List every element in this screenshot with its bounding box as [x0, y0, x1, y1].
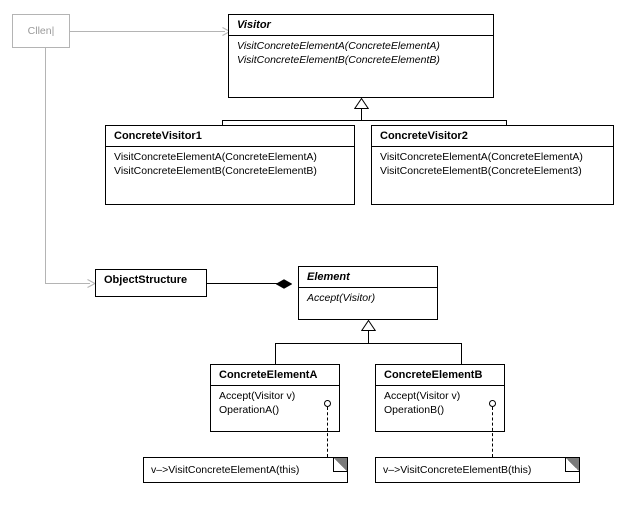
- class-concrete-visitor-2-operations: [372, 147, 613, 182]
- edge-client-objectstructure-horizontal: [45, 283, 90, 284]
- edge-client-visitor: [70, 31, 225, 32]
- operation: VisitConcreteElementB(ConcreteElementB): [114, 165, 317, 177]
- operation: VisitConcreteElementA(ConcreteElementA): [380, 151, 583, 163]
- class-element-name: Element: [307, 271, 350, 283]
- class-concrete-element-b: [375, 364, 505, 432]
- edge-concreteelementa-riser: [275, 343, 276, 365]
- operation: OperationA(): [219, 404, 280, 416]
- class-concrete-element-a-name: ConcreteElementA: [219, 369, 318, 381]
- note-anchor-b-icon: [489, 400, 496, 407]
- operation: VisitConcreteElementA(ConcreteElementA): [237, 40, 440, 52]
- note-a-text: v–>VisitConcreteElementA(this): [151, 464, 300, 476]
- operation: VisitConcreteElementA(ConcreteElementA): [114, 151, 317, 163]
- class-element-operations: [299, 288, 437, 309]
- operation: Accept(Visitor): [307, 292, 376, 304]
- class-object-structure: [95, 269, 207, 297]
- note-fold-icon: [565, 458, 579, 472]
- class-visitor-name: Visitor: [237, 19, 271, 31]
- class-concrete-visitor-1-operations: [106, 147, 354, 182]
- edge-element-bar: [275, 343, 461, 344]
- note-b: [375, 457, 580, 483]
- operation: Accept(Visitor v): [384, 390, 461, 402]
- class-object-structure-name: ObjectStructure: [104, 274, 188, 286]
- class-visitor: [228, 14, 494, 98]
- class-concrete-visitor-2-name: ConcreteVisitor2: [380, 130, 468, 142]
- operation: VisitConcreteElementB(ConcreteElementB): [237, 54, 440, 66]
- class-concrete-element-b-name: ConcreteElementB: [384, 369, 483, 381]
- note-leader-a: [327, 407, 328, 457]
- class-element: [298, 266, 438, 320]
- aggregation-diamond-icon: [276, 279, 290, 288]
- class-client: [12, 14, 70, 48]
- class-concrete-element-a: [210, 364, 340, 432]
- edge-client-objectstructure-vertical: [45, 48, 46, 283]
- edge-visitor-bar: [222, 120, 506, 121]
- note-a: [143, 457, 348, 483]
- class-visitor-operations: [229, 36, 493, 71]
- operation: Accept(Visitor v): [219, 390, 296, 402]
- class-concrete-element-b-operations: [376, 386, 504, 421]
- operation: VisitConcreteElementB(ConcreteElement3): [380, 165, 582, 177]
- class-concrete-element-a-operations: [211, 386, 339, 421]
- edge-element-stem: [368, 330, 369, 343]
- note-b-text: v–>VisitConcreteElementB(this): [383, 464, 532, 476]
- edge-visitor-stem: [361, 108, 362, 120]
- class-concrete-visitor-1: [105, 125, 355, 205]
- generalization-triangle-icon: [361, 320, 374, 329]
- operation: OperationB(): [384, 404, 445, 416]
- note-anchor-a-icon: [324, 400, 331, 407]
- edge-concreteelementb-riser: [461, 343, 462, 365]
- class-concrete-visitor-1-name: ConcreteVisitor1: [114, 130, 202, 142]
- note-fold-icon: [333, 458, 347, 472]
- class-client-label: Cllen|: [27, 25, 55, 37]
- class-concrete-visitor-2: [371, 125, 614, 205]
- note-leader-b: [492, 407, 493, 457]
- generalization-triangle-icon: [354, 98, 367, 107]
